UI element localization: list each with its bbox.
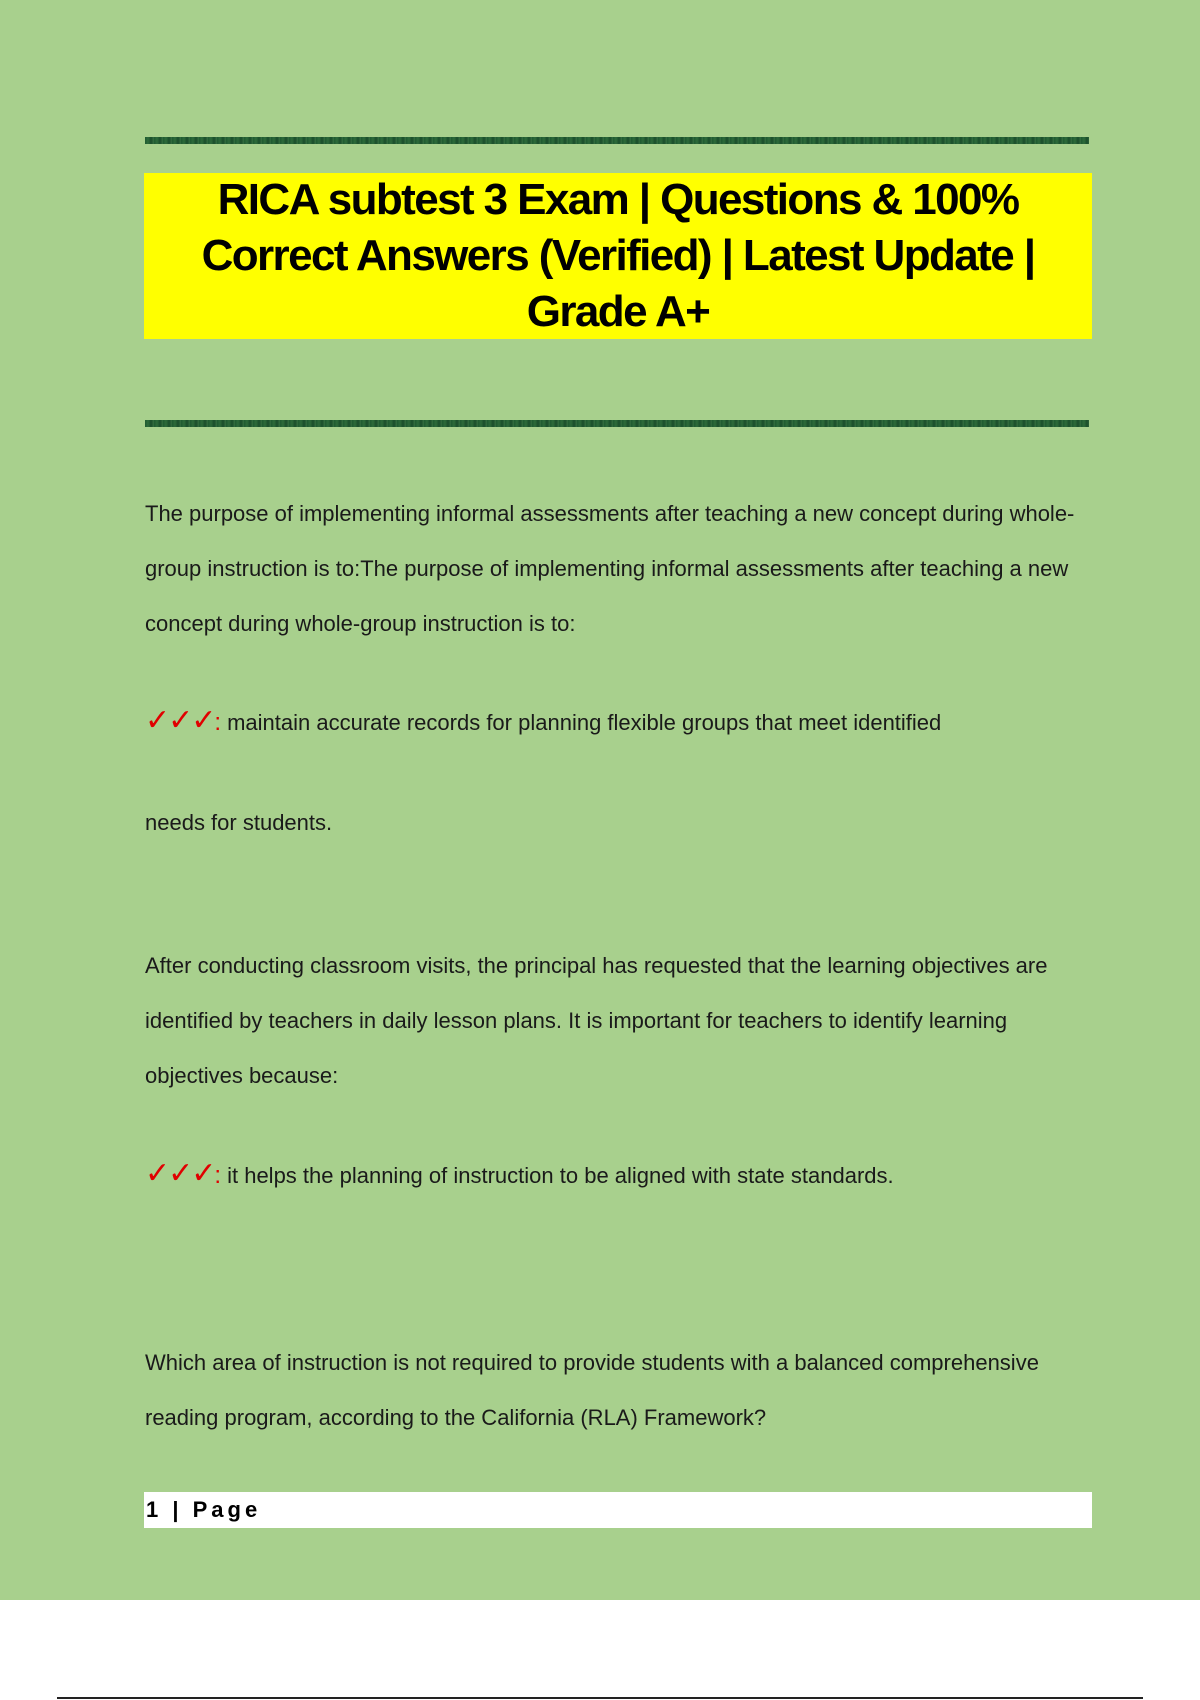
bottom-divider <box>145 420 1089 427</box>
answer-1 <box>145 693 1090 750</box>
question-2: After conducting classroom visits, the principal has requested that the learning objectives are identified by teachers in daily lesson plans. It is important for teachers to identify learning objectives because: <box>145 953 1048 1088</box>
answer-2 <box>145 1146 1090 1203</box>
answer-2-text: it helps the planning of instruction to be aligned with state standards. <box>227 1163 894 1188</box>
page-number: 1 | Page <box>146 1497 262 1522</box>
answer-colon: : <box>214 709 222 736</box>
checkmark-icon: ✓✓✓ <box>145 703 215 738</box>
top-divider <box>145 137 1089 144</box>
answer-1-continued: needs for students. <box>145 810 333 835</box>
question-1: The purpose of implementing informal assessments after teaching a new concept during whole-group instruction is to:The purpose of implementing informal assessments after teaching a new concept during whole-group instruction is to: <box>145 501 1075 636</box>
page-footer <box>144 1492 1092 1528</box>
answer-colon: : <box>214 1162 222 1189</box>
next-page-divider <box>57 1697 1143 1699</box>
document-title: RICA subtest 3 Exam | Questions & 100% Correct Answers (Verified) | Latest Update | Grade A+ <box>201 175 1035 336</box>
question-3: Which area of instruction is not required to provide students with a balanced comprehensive reading program, according to the California (RLA) Framework? <box>145 1350 1039 1430</box>
answer-1-text: maintain accurate records for planning flexible groups that meet identified <box>227 710 942 735</box>
title-highlight-box <box>144 173 1092 339</box>
checkmark-icon: ✓✓✓ <box>145 1156 215 1191</box>
